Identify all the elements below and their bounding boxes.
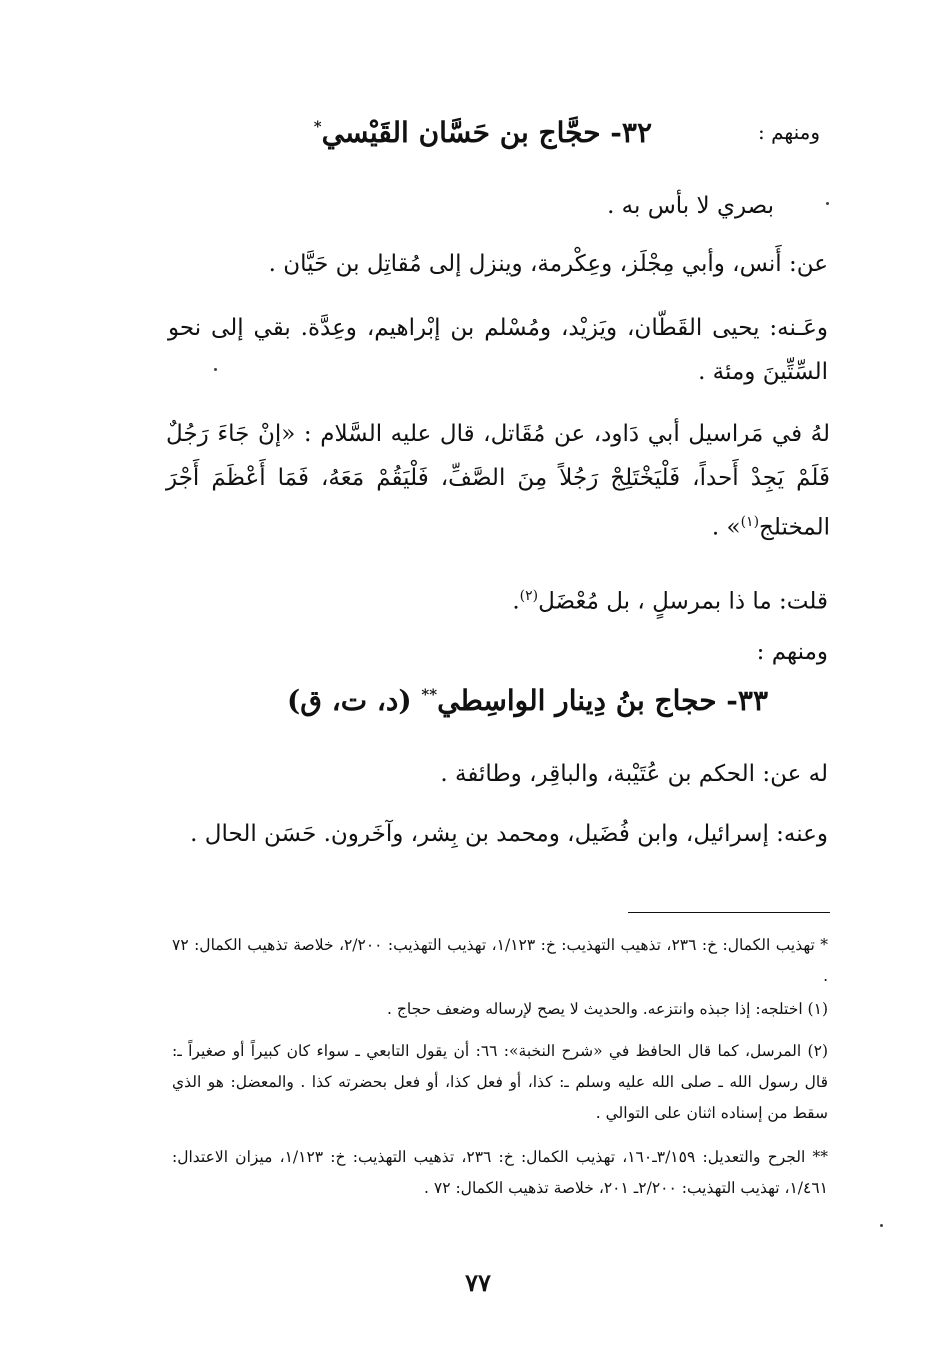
entry-codes: (د، ت، ق) [287,684,412,717]
entry-33-narrated-by: وعنه: إسرائيل، وابن فُضَيل، ومحمد بن بِشر، وآخَرون. حَسَن الحال . [190,821,828,847]
entry-name: حجَّاج بن حَسَّان القَيْسي [321,116,601,149]
entry-32-narrated-by: وعَـنه: يحيى القَطّان، ويَزيْد، ومُسْلم بن إبْراهيم، وعِدَّة. بقي إلى نحو السِّتِّينَ ومئة . [168,315,828,385]
scan-speck [880,1224,883,1227]
footnote-ref-2: (٢) [519,588,539,604]
page-number: ٧٧ [465,1268,491,1297]
entry-32-title [314,116,652,149]
entry-32-narrated-from: عن: أَنس، وأبي مِجْلَز، وعِكْرمة، وينزل إلى مُقاتِل بن حَيَّان . [268,251,828,277]
scan-speck [214,368,217,371]
entry-32-comment: قلت: ما ذا بمرسلٍ ، بل مُعْضَل$^{(٢)}$. [512,588,828,615]
asterisk-mark: ** [421,685,438,704]
footnote-2: (٢) المرسل، كما قال الحافظ في «شرح النخبة»: ٦٦: أن يقول التابعي ـ سواء كان كبيراً أو صغيراً ـ: قال رسول الله ـ صلى الله عليه وسلم ـ: كذا، أو فعل كذا، أو فعل بحضرته كذا . والمعضل: هو الذي سقط من إسناده اثنان على التوالي . [172,1042,828,1122]
footnote-ref-1: (١) [740,514,760,530]
entry-33-title [287,684,768,717]
entry-33-narrated-from: له عن: الحكم بن عُتَيْبة، والباقِر، وطائفة . [440,761,828,787]
entry-32-description: بصري لا بأس به . [607,193,774,219]
entry-32-hadith: لهُ في مَراسيل أبي دَاود، عن مُقَاتل، قال عليه السَّلام : «إنْ جَاءَ رَجُلٌ فَلَمْ يَجِدْ أَحداً، فَلْيَخْتَلِجْ رَجُلاً مِنَ الصَّفِّ، فَلْيَقُمْ مَعَهُ، فَمَا أَعْظَمَ أَجْرَ المختلج$^{(١)}$» . [166,421,830,541]
footnote-separator [628,912,830,913]
scan-speck [826,202,829,205]
entry-name: حجاج بنُ دِينار الواسِطي [437,684,717,717]
entry-number: ٣٢- [600,116,652,149]
footnote-entry-33-sources: ** الجرح والتعديل: ٣/١٥٩ـ١٦٠، تهذيب الكمال: خ: ٢٣٦، تذهيب التهذيب: خ: ١/١٢٣، ميزان الاعتدال: ١/٤٦١، تهذيب التهذيب: ٢/٢٠٠ـ ٢٠١، خلاصة تذهيب الكمال: ٧٢ . [172,1148,829,1197]
entry-prefix-label: ومنهم : [757,120,820,144]
entry-prefix-label: ومنهم : [756,639,828,665]
footnote-1: (١) اختلجه: إذا جبذه وانتزعه. والحديث لا يصح لإرساله وضعف حجاج . [387,1000,828,1018]
entry-number: ٣٣- [716,684,768,717]
asterisk-mark: * [313,117,322,136]
footnote-entry-32-sources: * تهذيب الكمال: خ: ٢٣٦، تذهيب التهذيب: خ: ١/١٢٣، تهذيب التهذيب: ٢/٢٠٠، خلاصة تذهيب الكمال: ٧٢ . [172,936,829,985]
